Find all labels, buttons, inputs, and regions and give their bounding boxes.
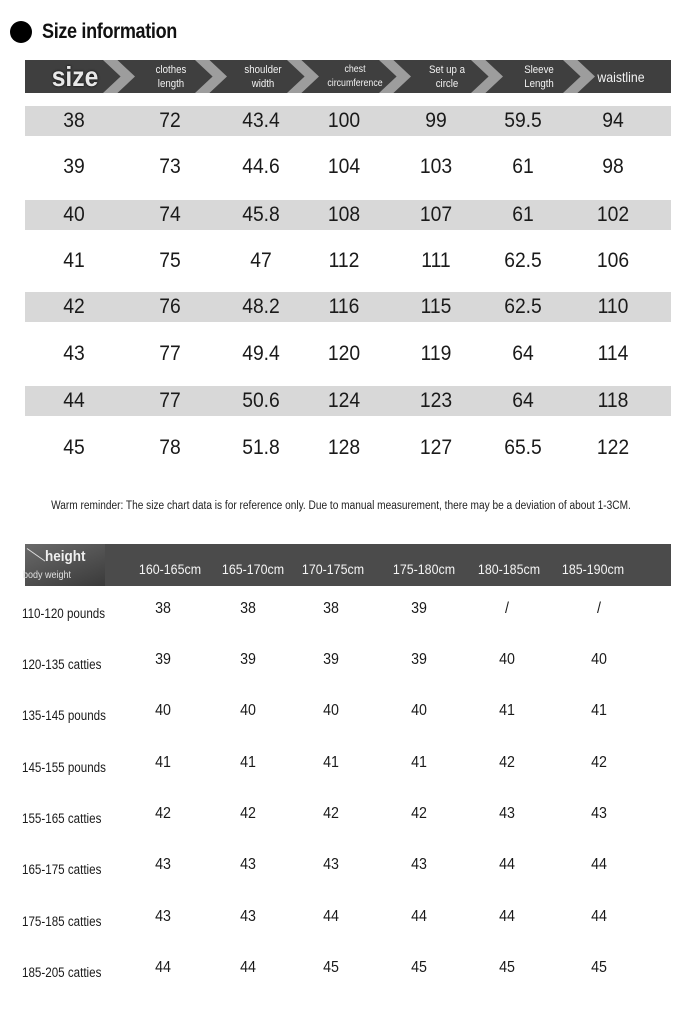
height-column-header: 180-185cm — [477, 561, 541, 577]
weight-table-row — [0, 700, 682, 730]
recommended-size-cell: 42 — [411, 805, 427, 822]
header-shoulder-width-line1: shoulder — [244, 63, 282, 76]
size-table-cell: 75 — [159, 249, 181, 272]
size-table-cell: 64 — [512, 389, 534, 412]
recommended-size-cell: 41 — [499, 702, 515, 719]
height-column-header: 160-165cm — [138, 561, 202, 577]
recommended-size-cell: 44 — [591, 908, 607, 925]
size-table-header — [25, 60, 671, 93]
height-column-header: 170-175cm — [301, 561, 365, 577]
recommended-size-cell: 44 — [323, 908, 339, 925]
size-table-cell: 74 — [159, 203, 181, 226]
recommended-size-cell: / — [597, 600, 601, 617]
recommended-size-cell: 40 — [499, 651, 515, 668]
recommended-size-cell: 43 — [155, 856, 171, 873]
bullet-dot-icon — [10, 21, 32, 43]
recommended-size-cell: 43 — [155, 908, 171, 925]
recommended-size-cell: 40 — [323, 702, 339, 719]
size-table-cell: 39 — [63, 155, 85, 178]
header-clothes-length — [131, 60, 212, 93]
size-table-cell: 114 — [597, 342, 629, 365]
size-table-cell: 110 — [597, 295, 629, 318]
size-table-cell: 100 — [327, 109, 361, 132]
header-clothes-length-line1: clothes — [155, 63, 187, 76]
recommended-size-cell: 38 — [323, 600, 339, 617]
recommended-size-cell: 43 — [323, 856, 339, 873]
size-table-row — [25, 152, 671, 182]
recommended-size-cell: 39 — [411, 600, 427, 617]
header-chest-line2: circumference — [327, 77, 383, 89]
size-table-cell: 77 — [159, 389, 181, 412]
corner-weight-label: body weight — [23, 570, 72, 581]
size-table-cell: 42 — [63, 295, 85, 318]
size-table-cell: 41 — [63, 249, 85, 272]
section-title-row — [10, 17, 199, 47]
size-table-cell: 108 — [327, 203, 361, 226]
size-table-cell: 122 — [596, 436, 630, 459]
recommended-size-cell: 41 — [591, 702, 607, 719]
header-waistline: waistline — [597, 68, 645, 85]
size-table-cell: 40 — [63, 203, 85, 226]
weight-table-row — [0, 598, 682, 628]
header-chest-line1: chest — [344, 63, 366, 75]
size-table-cell: 111 — [421, 249, 451, 272]
recommended-size-cell: 43 — [240, 908, 256, 925]
size-table-row — [25, 292, 671, 322]
size-table-cell: 106 — [596, 249, 630, 272]
recommended-size-cell: 40 — [411, 702, 427, 719]
size-table-cell: 65.5 — [504, 436, 542, 459]
recommended-size-cell: 38 — [155, 600, 171, 617]
size-table-cell: 62.5 — [504, 295, 542, 318]
corner-height-label: height — [45, 548, 86, 565]
size-table-cell: 72 — [159, 109, 181, 132]
header-size: size — [51, 60, 99, 92]
size-table-cell: 48.2 — [242, 295, 280, 318]
recommended-size-cell: 40 — [155, 702, 171, 719]
weight-table-row — [0, 649, 682, 679]
size-table-cell: 118 — [597, 389, 629, 412]
size-table-cell: 50.6 — [242, 389, 280, 412]
recommended-size-cell: 39 — [155, 651, 171, 668]
size-table-cell: 116 — [328, 295, 360, 318]
size-table-cell: 119 — [420, 342, 452, 365]
size-table-cell: 78 — [159, 436, 181, 459]
recommended-size-cell: 39 — [411, 651, 427, 668]
size-table-cell: 47 — [250, 249, 272, 272]
size-table-cell: 107 — [419, 203, 453, 226]
recommended-size-cell: 44 — [155, 959, 171, 976]
size-table-cell: 43.4 — [242, 109, 280, 132]
weight-range-label: 145-155 pounds — [22, 759, 106, 775]
recommended-size-cell: 41 — [240, 754, 256, 771]
size-table-cell: 124 — [327, 389, 361, 412]
header-setup-line1: Set up a — [428, 63, 466, 76]
size-table-cell: 45 — [63, 436, 85, 459]
recommended-size-cell: 44 — [591, 856, 607, 873]
size-table-row — [25, 200, 671, 230]
header-clothes-length-line2: length — [157, 77, 185, 90]
weight-range-label: 165-175 catties — [22, 861, 102, 877]
recommended-size-cell: 40 — [591, 651, 607, 668]
size-table-cell: 94 — [602, 109, 624, 132]
header-sleeve-line1: Sleeve — [524, 63, 554, 76]
warm-reminder-note: Warm reminder: The size chart data is for reference only. Due to manual measurement, there may be a deviation of about 1-3CM. — [51, 500, 631, 512]
weight-table-row — [0, 957, 682, 987]
recommended-size-cell: 45 — [591, 959, 607, 976]
weight-range-label: 175-185 catties — [22, 913, 102, 929]
size-table-cell: 99 — [425, 109, 447, 132]
corner-cell — [25, 544, 105, 586]
recommended-size-cell: 42 — [240, 805, 256, 822]
size-table-cell: 61 — [512, 203, 534, 226]
recommended-size-cell: 45 — [411, 959, 427, 976]
size-table-row — [25, 339, 671, 369]
size-table-cell: 112 — [328, 249, 360, 272]
weight-range-label: 155-165 catties — [22, 810, 102, 826]
height-column-header: 165-170cm — [221, 561, 285, 577]
size-table-cell: 123 — [419, 389, 453, 412]
recommended-size-cell: 38 — [240, 600, 256, 617]
height-column-header: 185-190cm — [561, 561, 625, 577]
recommended-size-cell: 45 — [323, 959, 339, 976]
recommended-size-cell: 41 — [155, 754, 171, 771]
recommended-size-cell: 43 — [411, 856, 427, 873]
size-table-cell: 104 — [327, 155, 361, 178]
recommended-size-cell: 44 — [240, 959, 256, 976]
recommended-size-cell: 44 — [499, 908, 515, 925]
weight-table-row — [0, 803, 682, 833]
size-table-cell: 73 — [159, 155, 181, 178]
recommended-size-cell: 44 — [499, 856, 515, 873]
recommended-size-cell: 43 — [591, 805, 607, 822]
weight-table-row — [0, 854, 682, 884]
header-shoulder-width-line2: width — [251, 77, 275, 90]
size-table-cell: 120 — [327, 342, 361, 365]
size-table-cell: 76 — [159, 295, 181, 318]
size-table-cell: 44.6 — [242, 155, 280, 178]
recommended-size-cell: 39 — [240, 651, 256, 668]
recommended-size-cell: 42 — [499, 754, 515, 771]
size-table-row — [25, 386, 671, 416]
size-table-cell: 38 — [63, 109, 85, 132]
size-table-cell: 59.5 — [504, 109, 542, 132]
header-setup-line2: circle — [435, 77, 459, 90]
size-table-cell: 103 — [419, 155, 453, 178]
recommended-size-cell: 42 — [323, 805, 339, 822]
weight-range-label: 110-120 pounds — [22, 605, 106, 621]
size-table-cell: 51.8 — [242, 436, 280, 459]
recommended-size-cell: 42 — [155, 805, 171, 822]
height-column-header: 175-180cm — [392, 561, 456, 577]
recommended-size-cell: 39 — [323, 651, 339, 668]
size-table-cell: 64 — [512, 342, 534, 365]
recommended-size-cell: 43 — [240, 856, 256, 873]
size-table-cell: 44 — [63, 389, 85, 412]
size-table-cell: 102 — [596, 203, 630, 226]
header-chest-circumference — [315, 60, 396, 93]
weight-table-row — [0, 906, 682, 936]
size-table-cell: 115 — [420, 295, 452, 318]
header-shoulder-width — [223, 60, 304, 93]
size-table-cell: 43 — [63, 342, 85, 365]
recommended-size-cell: 44 — [411, 908, 427, 925]
header-set-up-circle — [407, 60, 488, 93]
size-table-cell: 127 — [419, 436, 453, 459]
weight-table-row — [0, 752, 682, 782]
recommended-size-cell: / — [505, 600, 509, 617]
recommended-size-cell: 41 — [323, 754, 339, 771]
size-table-cell: 98 — [602, 155, 624, 178]
weight-table-header — [25, 544, 671, 586]
size-table-cell: 61 — [512, 155, 534, 178]
size-table-cell: 45.8 — [242, 203, 280, 226]
recommended-size-cell: 43 — [499, 805, 515, 822]
weight-range-label: 135-145 pounds — [22, 707, 106, 723]
recommended-size-cell: 42 — [591, 754, 607, 771]
size-table-cell: 49.4 — [242, 342, 280, 365]
recommended-size-cell: 41 — [411, 754, 427, 771]
size-table-cell: 128 — [327, 436, 361, 459]
size-table-cell: 62.5 — [504, 249, 542, 272]
size-table-row — [25, 106, 671, 136]
recommended-size-cell: 45 — [499, 959, 515, 976]
header-sleeve-line2: Length — [524, 77, 554, 90]
size-table-row — [25, 433, 671, 463]
diagonal-divider — [27, 548, 46, 561]
recommended-size-cell: 40 — [240, 702, 256, 719]
page-title: Size information — [42, 20, 177, 43]
weight-range-label: 120-135 catties — [22, 656, 102, 672]
size-table-row — [25, 246, 671, 276]
weight-range-label: 185-205 catties — [22, 964, 102, 980]
header-sleeve-length — [499, 60, 580, 93]
size-table-cell: 77 — [159, 342, 181, 365]
